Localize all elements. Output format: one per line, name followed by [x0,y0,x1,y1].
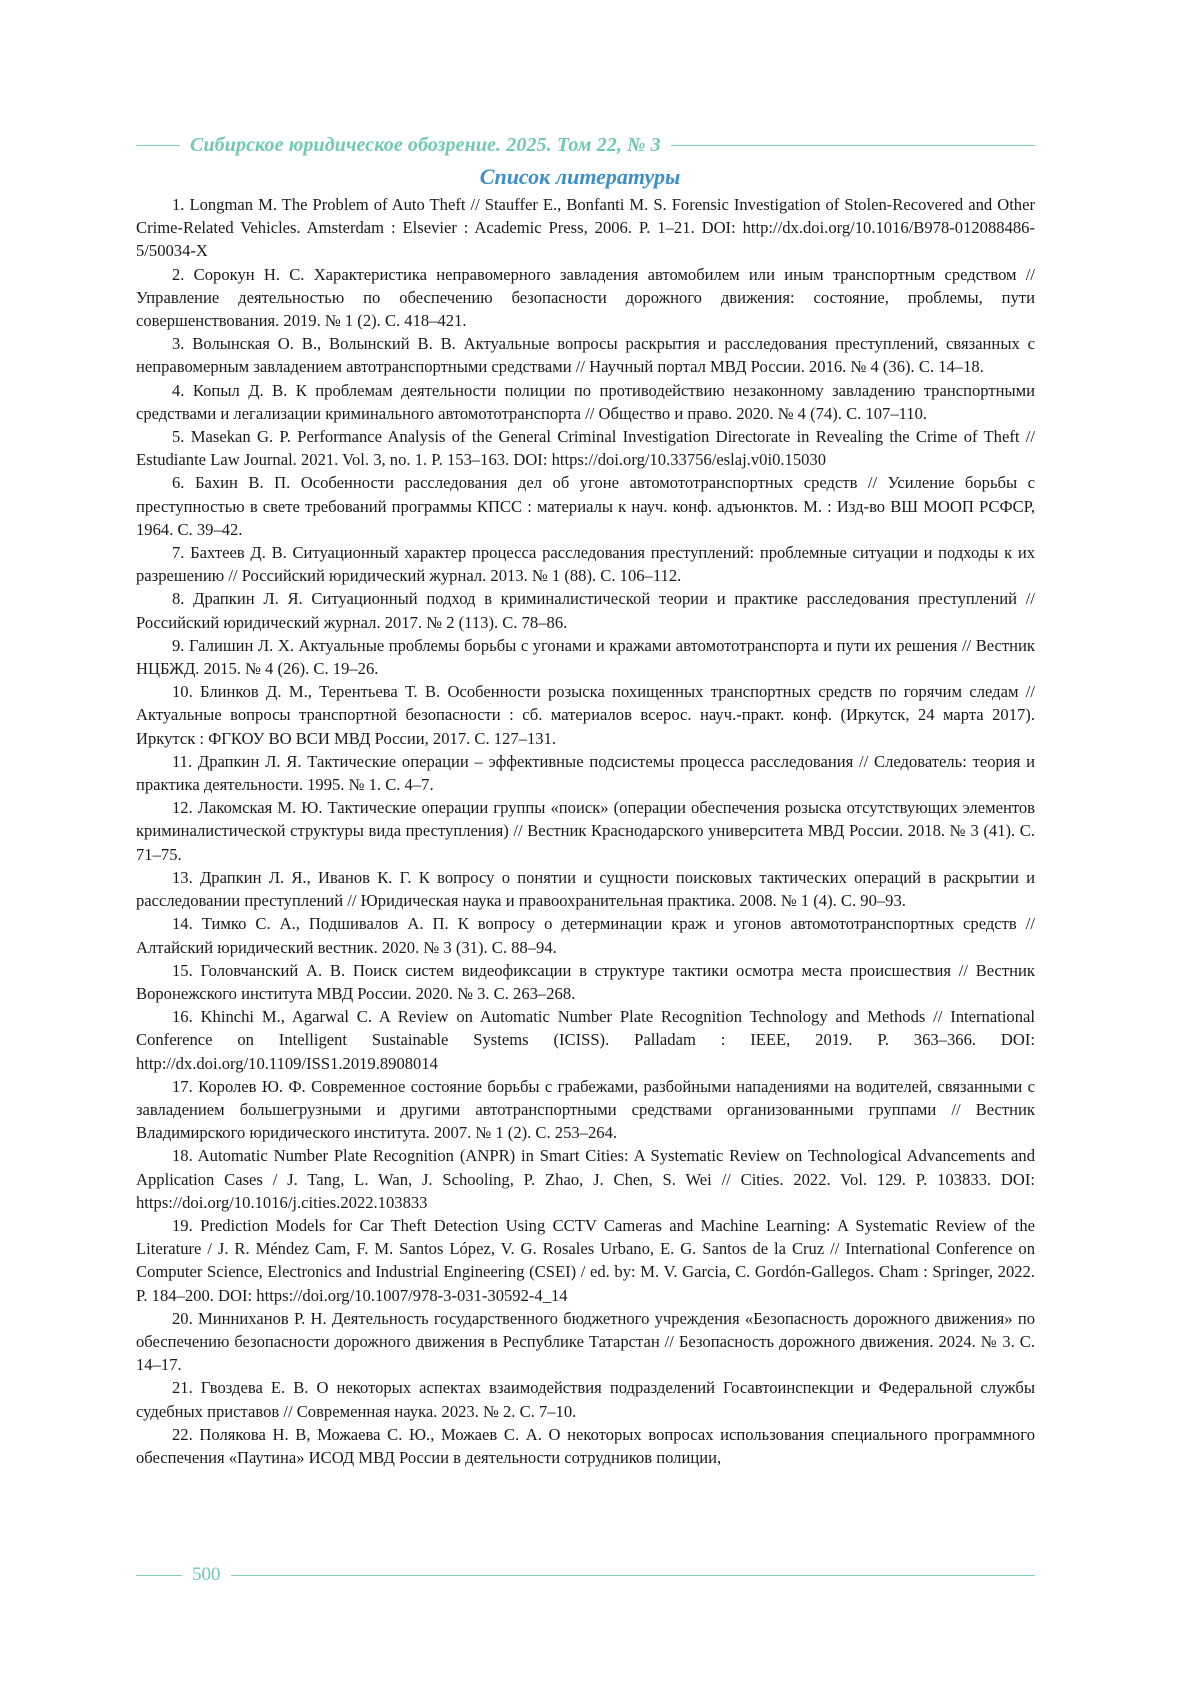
reference-item: 21. Гвоздева Е. В. О некоторых аспектах взаимодействия подразделений Госавтоинспекции и Федеральной службы судебных приставов // Современная наука. 2023. № 2. С. 7–10. [136,1376,1035,1422]
reference-item: 8. Драпкин Л. Я. Ситуационный подход в криминалистической теории и практике расследования преступлений // Российский юридический журнал. 2017. № 2 (113). С. 78–86. [136,587,1035,633]
reference-item: 20. Минниханов Р. Н. Деятельность государственного бюджетного учреждения «Безопасность дорожного движения» по обеспечению безопасности дорожного движения в Республике Татарстан // Безопасность дорожного движения. 2024. № 3. С. 14–17. [136,1307,1035,1377]
footer-rule-left [136,1575,182,1576]
section-title: Список литературы [0,164,1160,190]
reference-item: 3. Волынская О. В., Волынский В. В. Актуальные вопросы раскрытия и расследования преступлений, связанных с неправомерным завладением автотранспортными средствами // Научный портал МВД России. 2016. № 4 (36). С. 14–18. [136,332,1035,378]
reference-item: 4. Копыл Д. В. К проблемам деятельности полиции по противодействию незаконному завладению транспортными средствами и легализации криминального автомототранспорта // Общество и право. 2020. № 4 (74). С. 107–110. [136,379,1035,425]
reference-item: 7. Бахтеев Д. В. Ситуационный характер процесса расследования преступлений: проблемные ситуации и подходы к их разрешению // Российский юридический журнал. 2013. № 1 (88). С. 106–112. [136,541,1035,587]
journal-title: Сибирское юридическое обозрение. 2025. Том 22, № 3 [180,134,671,157]
footer-rule-right [231,1575,1036,1576]
journal-page [0,0,1200,1704]
reference-item: 16. Khinchi M., Agarwal C. A Review on Automatic Number Plate Recognition Technology and Methods // International Conference on Intelligent Sustainable Systems (ICISS). Palladam : IEEE, 2019. P. 363–366. DOI: http://dx.doi.org/10.1109/ISS1.2019.8908014 [136,1005,1035,1075]
reference-item: 9. Галишин Л. Х. Актуальные проблемы борьбы с угонами и кражами автомототранспорта и пути их решения // Вестник НЦБЖД. 2015. № 4 (26). С. 19–26. [136,634,1035,680]
reference-item: 19. Prediction Models for Car Theft Detection Using CCTV Cameras and Machine Learning: A Systematic Review of the Literature / J. R. Méndez Cam, F. M. Santos López, V. G. Rosales Urbano, E. G. Santos de la Cruz // International Conference on Computer Science, Electronics and Industrial Engineering (CSEI) / ed. by: M. V. Garcia, C. Gordón-Gallegos. Cham : Springer, 2022. P. 184–200. DOI: https://doi.org/10.1007/978-3-031-30592-4_14 [136,1214,1035,1307]
reference-item: 15. Головчанский А. В. Поиск систем видеофиксации в структуре тактики осмотра места происшествия // Вестник Воронежского института МВД России. 2020. № 3. С. 263–268. [136,959,1035,1005]
reference-item: 17. Королев Ю. Ф. Современное состояние борьбы с грабежами, разбойными нападениями на водителей, связанными с завладением большегрузными и другими автотранспортными средствами организованными группами // Вестник Владимирского юридического института. 2007. № 1 (2). С. 253–264. [136,1075,1035,1145]
reference-item: 18. Automatic Number Plate Recognition (ANPR) in Smart Cities: A Systematic Review on Technological Advancements and Application Cases / J. Tang, L. Wan, J. Schooling, P. Zhao, J. Chen, S. Wei // Cities. 2022. Vol. 129. P. 103833. DOI: https://doi.org/10.1016/j.cities.2022.103833 [136,1144,1035,1214]
reference-item: 6. Бахин В. П. Особенности расследования дел об угоне автомототранспортных средств // Усиление борьбы с преступностью в свете требований программы КПСС : материалы к науч. конф. адъюнктов. М. : Изд-во ВШ МООП РСФСР, 1964. С. 39–42. [136,471,1035,541]
reference-item: 22. Полякова Н. В, Можаева С. Ю., Можаев С. А. О некоторых вопросах использования специального программного обеспечения «Паутина» ИСОД МВД России в деятельности сотрудников полиции, [136,1423,1035,1469]
running-header [136,128,1035,162]
reference-item: 5. Masekan G. P. Performance Analysis of the General Criminal Investigation Directorate in Revealing the Crime of Theft // Estudiante Law Journal. 2021. Vol. 3, no. 1. P. 153–163. DOI: https://doi.org/10.33756/eslaj.v0i0.15030 [136,425,1035,471]
reference-item: 2. Сорокун Н. С. Характеристика неправомерного завладения автомобилем или иным транспортным средством // Управление деятельностью по обеспечению безопасности дорожного движения: состояние, проблемы, пути совершенствования. 2019. № 1 (2). С. 418–421. [136,263,1035,333]
reference-item: 14. Тимко С. А., Подшивалов А. П. К вопросу о детерминации краж и угонов автомототранспортных средств // Алтайский юридический вестник. 2020. № 3 (31). С. 88–94. [136,912,1035,958]
reference-item: 13. Драпкин Л. Я., Иванов К. Г. К вопросу о понятии и сущности поисковых тактических операций в раскрытии и расследовании преступлений // Юридическая наука и правоохранительная практика. 2008. № 1 (4). С. 90–93. [136,866,1035,912]
reference-item: 12. Лакомская М. Ю. Тактические операции группы «поиск» (операции обеспечения розыска отсутствующих элементов криминалистической структуры вида преступления) // Вестник Краснодарского университета МВД России. 2018. № 3 (41). С. 71–75. [136,796,1035,866]
reference-item: 10. Блинков Д. М., Терентьева Т. В. Особенности розыска похищенных транспортных средств по горячим следам // Актуальные вопросы транспортной безопасности : сб. материалов всерос. науч.-практ. конф. (Иркутск, 24 марта 2017). Иркутск : ФГКОУ ВО ВСИ МВД России, 2017. С. 127–131. [136,680,1035,750]
header-rule-left [136,145,180,146]
page-footer [136,1560,1035,1590]
reference-item: 1. Longman M. The Problem of Auto Theft // Stauffer E., Bonfanti M. S. Forensic Investigation of Stolen-Recovered and Other Crime-Related Vehicles. Amsterdam : Elsevier : Academic Press, 2006. P. 1–21. DOI: http://dx.doi.org/10.1016/B978-012088486-5/50034-X [136,193,1035,263]
page-number: 500 [182,1564,231,1586]
reference-list [136,193,1035,1469]
header-rule-right [671,145,1035,146]
reference-item: 11. Драпкин Л. Я. Тактические операции – эффективные подсистемы процесса расследования // Следователь: теория и практика деятельности. 1995. № 1. С. 4–7. [136,750,1035,796]
